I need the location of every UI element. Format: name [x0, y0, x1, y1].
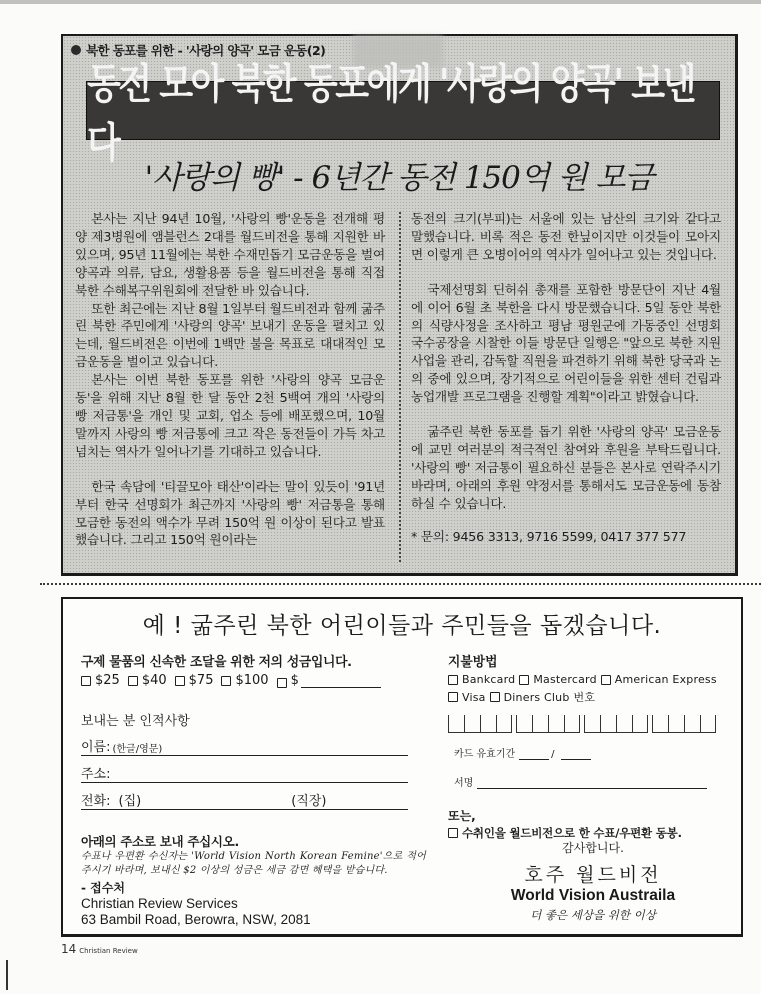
send-to-heading: 아래의 주소로 보내 주십시오. [81, 834, 239, 849]
article-box [61, 34, 738, 576]
name-field[interactable]: 이름: (한글/영문) [81, 734, 408, 756]
card-option-visa[interactable]: Visa [448, 691, 486, 704]
cheque-note: 수표나 우편환 수신자는 'World Vision North Korean Femine'으로 적어 주시기 바라며, 보내신 $2 이상의 성금은 세금 감면 혜택을 받습니다. [81, 851, 426, 876]
payment-section [448, 651, 738, 841]
cheque-option[interactable]: 수취인을 월드비전으로 한 수표/우편환 동봉. [448, 825, 738, 841]
checkbox[interactable] [128, 676, 138, 686]
card-options-row-2 [448, 689, 738, 705]
column-divider [399, 212, 401, 562]
checkbox[interactable] [448, 675, 458, 685]
checkbox[interactable] [448, 692, 458, 702]
card-option-diners[interactable]: Diners Club [490, 691, 570, 704]
page-footer [61, 942, 138, 956]
phone-work-label: (직장) [291, 794, 327, 809]
amount-option-other[interactable]: $ [277, 673, 381, 688]
checkbox[interactable] [490, 692, 500, 702]
bullet-icon [71, 45, 81, 55]
donation-form [61, 597, 743, 937]
checkbox[interactable] [601, 675, 611, 685]
donation-label: 구제 물품의 신속한 조달을 위한 저의 성금입니다. [81, 655, 352, 670]
expiry-year-input[interactable] [561, 750, 591, 760]
checkbox[interactable] [221, 676, 231, 686]
headline-banner [86, 60, 720, 168]
signature-input[interactable] [477, 779, 707, 789]
card-digit-group[interactable] [516, 715, 580, 733]
org-slogan: 더 좋은 세상을 위한 이상 [530, 908, 656, 922]
or-label: 또는, [448, 809, 476, 823]
contact-phones: * 문의: 9456 3313, 9716 5599, 0417 377 577 [411, 528, 687, 544]
address-field[interactable]: 주소: [81, 761, 408, 783]
other-amount-field[interactable] [301, 674, 381, 688]
card-option-amex[interactable]: American Express [601, 673, 717, 686]
card-digit-group[interactable] [448, 715, 512, 733]
address-line-2: 63 Bambil Road, Berowra, NSW, 2081 [81, 912, 311, 927]
sender-heading: 보내는 분 인적사항 [81, 714, 190, 729]
card-option-mastercard[interactable]: Mastercard [519, 673, 596, 686]
amount-option-100[interactable]: $100 [221, 673, 268, 688]
address-line-1: Christian Review Services [81, 896, 238, 911]
paragraph: 또한 최근에는 지난 8월 1일부터 월드비전과 함께 굶주린 북한 주민에게 '사랑의 양곡' 보내기 운동을 펼치고 있는데, 월드비전은 이번에 1백만 불을 목표로 대대적인 모금운동을 벌이고 있습니다. [75, 300, 385, 370]
paragraph: 국제선명회 딘허쉬 총재를 포함한 방문단이 지난 4월에 이어 6월 초 북한을 다시 방문했습니다. 5일 동안 북한의 식량사정을 조사하고 평남 평원군에 가동중인 선명회 국수공장을 시찰한 이들 방문단 일행은 "앞으로 북한 지원사업을 관리, 감독할 직원을 파견하기 위해 북한 당국과 논의 중에 있으며, 장기적으로 어린이들을 위한 센터 건립과 농업개발 프로그램을 진행할 계획"이라고 밝혔습니다. [411, 281, 721, 405]
checkbox[interactable] [175, 676, 185, 686]
checkbox[interactable] [81, 676, 91, 686]
magazine-name: Christian Review [79, 947, 138, 955]
amount-option-75[interactable]: $75 [175, 673, 214, 688]
page-number: 14 [61, 942, 77, 956]
signature-field[interactable]: 서명 [454, 774, 738, 789]
form-left-section [81, 651, 431, 928]
kicker-text: 북한 동포를 위한 - '사랑의 양곡' 모금 운동(2) [86, 43, 326, 58]
checkbox[interactable] [448, 828, 458, 838]
phone-field[interactable]: 전화: (집) (직장) [81, 788, 408, 810]
page-top-edge [0, 0, 761, 4]
paragraph: 굶주린 북한 동포를 돕기 위한 '사랑의 양곡' 모금운동에 교민 여러분의 적극적인 참여와 후원을 부탁드립니다. '사랑의 빵' 저금통이 필요하신 분들은 본사로 연락주시기 바라며, 아래의 후원 약정서를 통해서도 모금운동에 동참하실 수 있습니다. [411, 424, 721, 511]
paragraph: 본사는 이번 북한 동포를 위한 '사랑의 양곡 모금운동'을 위해 지난 8월 한 달 동안 2천 5백여 개의 '사랑의 빵 저금통'을 개인 및 교회, 업소 등에 배포했으며, 10월 말까지 사랑의 빵 저금통에 크고 작은 동전들이 가득 차고 넘치는 역사가 일어나기를 기대하고 있습니다. [75, 372, 385, 459]
checkbox[interactable] [519, 675, 529, 685]
expiry-field[interactable]: 카드 유효기간 / [454, 745, 738, 760]
page-binding-mark [6, 960, 8, 990]
article-left-column [75, 210, 385, 549]
cut-here-dotted-line [40, 583, 761, 585]
subheadline: '사랑의 빵' - 6년간 동전 150억 원 모금 [144, 160, 654, 196]
phone-home-label: (집) [118, 794, 142, 809]
closing-signature [448, 839, 738, 923]
expiry-month-input[interactable] [519, 750, 549, 760]
amount-option-25[interactable]: $25 [81, 673, 120, 688]
card-option-bankcard[interactable]: Bankcard [448, 673, 515, 686]
checkbox[interactable] [277, 678, 287, 688]
card-number-label: 번호 [573, 691, 596, 704]
org-name-english: World Vision Austraila [510, 887, 676, 904]
card-digit-group[interactable] [584, 715, 648, 733]
donation-amounts [81, 673, 431, 688]
paragraph: 본사는 지난 94년 10월, '사랑의 빵'운동을 전개해 평양 제3병원에 앰블런스 2대를 월드비전을 통해 지원한 바 있으며, 95년 11월에는 북한 수재민돕기 모금운동을 벌여 양곡과 의류, 담요, 생활용품 등을 월드비전을 통해 직접 북한 수해복구위원회에 전달한 바 있습니다. [75, 211, 385, 298]
form-title: 예 ! 굶주린 북한 어린이들과 주민들을 돕겠습니다. [142, 613, 662, 639]
org-name-korean: 호주 월드비전 [524, 864, 662, 886]
amount-option-40[interactable]: $40 [128, 673, 167, 688]
send-to-section [81, 832, 431, 928]
card-options-row-1 [448, 673, 738, 686]
receiver-label: - 접수처 [81, 881, 125, 895]
paragraph: 한국 속담에 '티끌모아 태산'이라는 말이 있듯이 '91년부터 한국 선명회가 최근까지 '사랑의 빵' 저금통을 통해 모금한 동전의 액수가 무려 150억 원 이상이 된다고 발표했습니다. 그리고 150억 원이라는 [75, 478, 385, 548]
payment-title: 지불방법 [448, 655, 498, 670]
paragraph: 동전의 크기(부피)는 서울에 있는 남산의 크기와 같다고 말했습니다. 비록 적은 동전 한닢이지만 이것들이 모아지면 이렇게 큰 오병이어의 역사가 일어나고 있는 것입니다. [411, 211, 721, 262]
card-number-field[interactable] [448, 715, 738, 733]
headline: 동전 모아 북한 동포에게 '사랑의 양곡' 보낸다 [87, 60, 694, 168]
article-right-column [411, 210, 721, 546]
thanks-text: 감사합니다. [562, 841, 624, 855]
card-digit-group[interactable] [652, 715, 716, 733]
